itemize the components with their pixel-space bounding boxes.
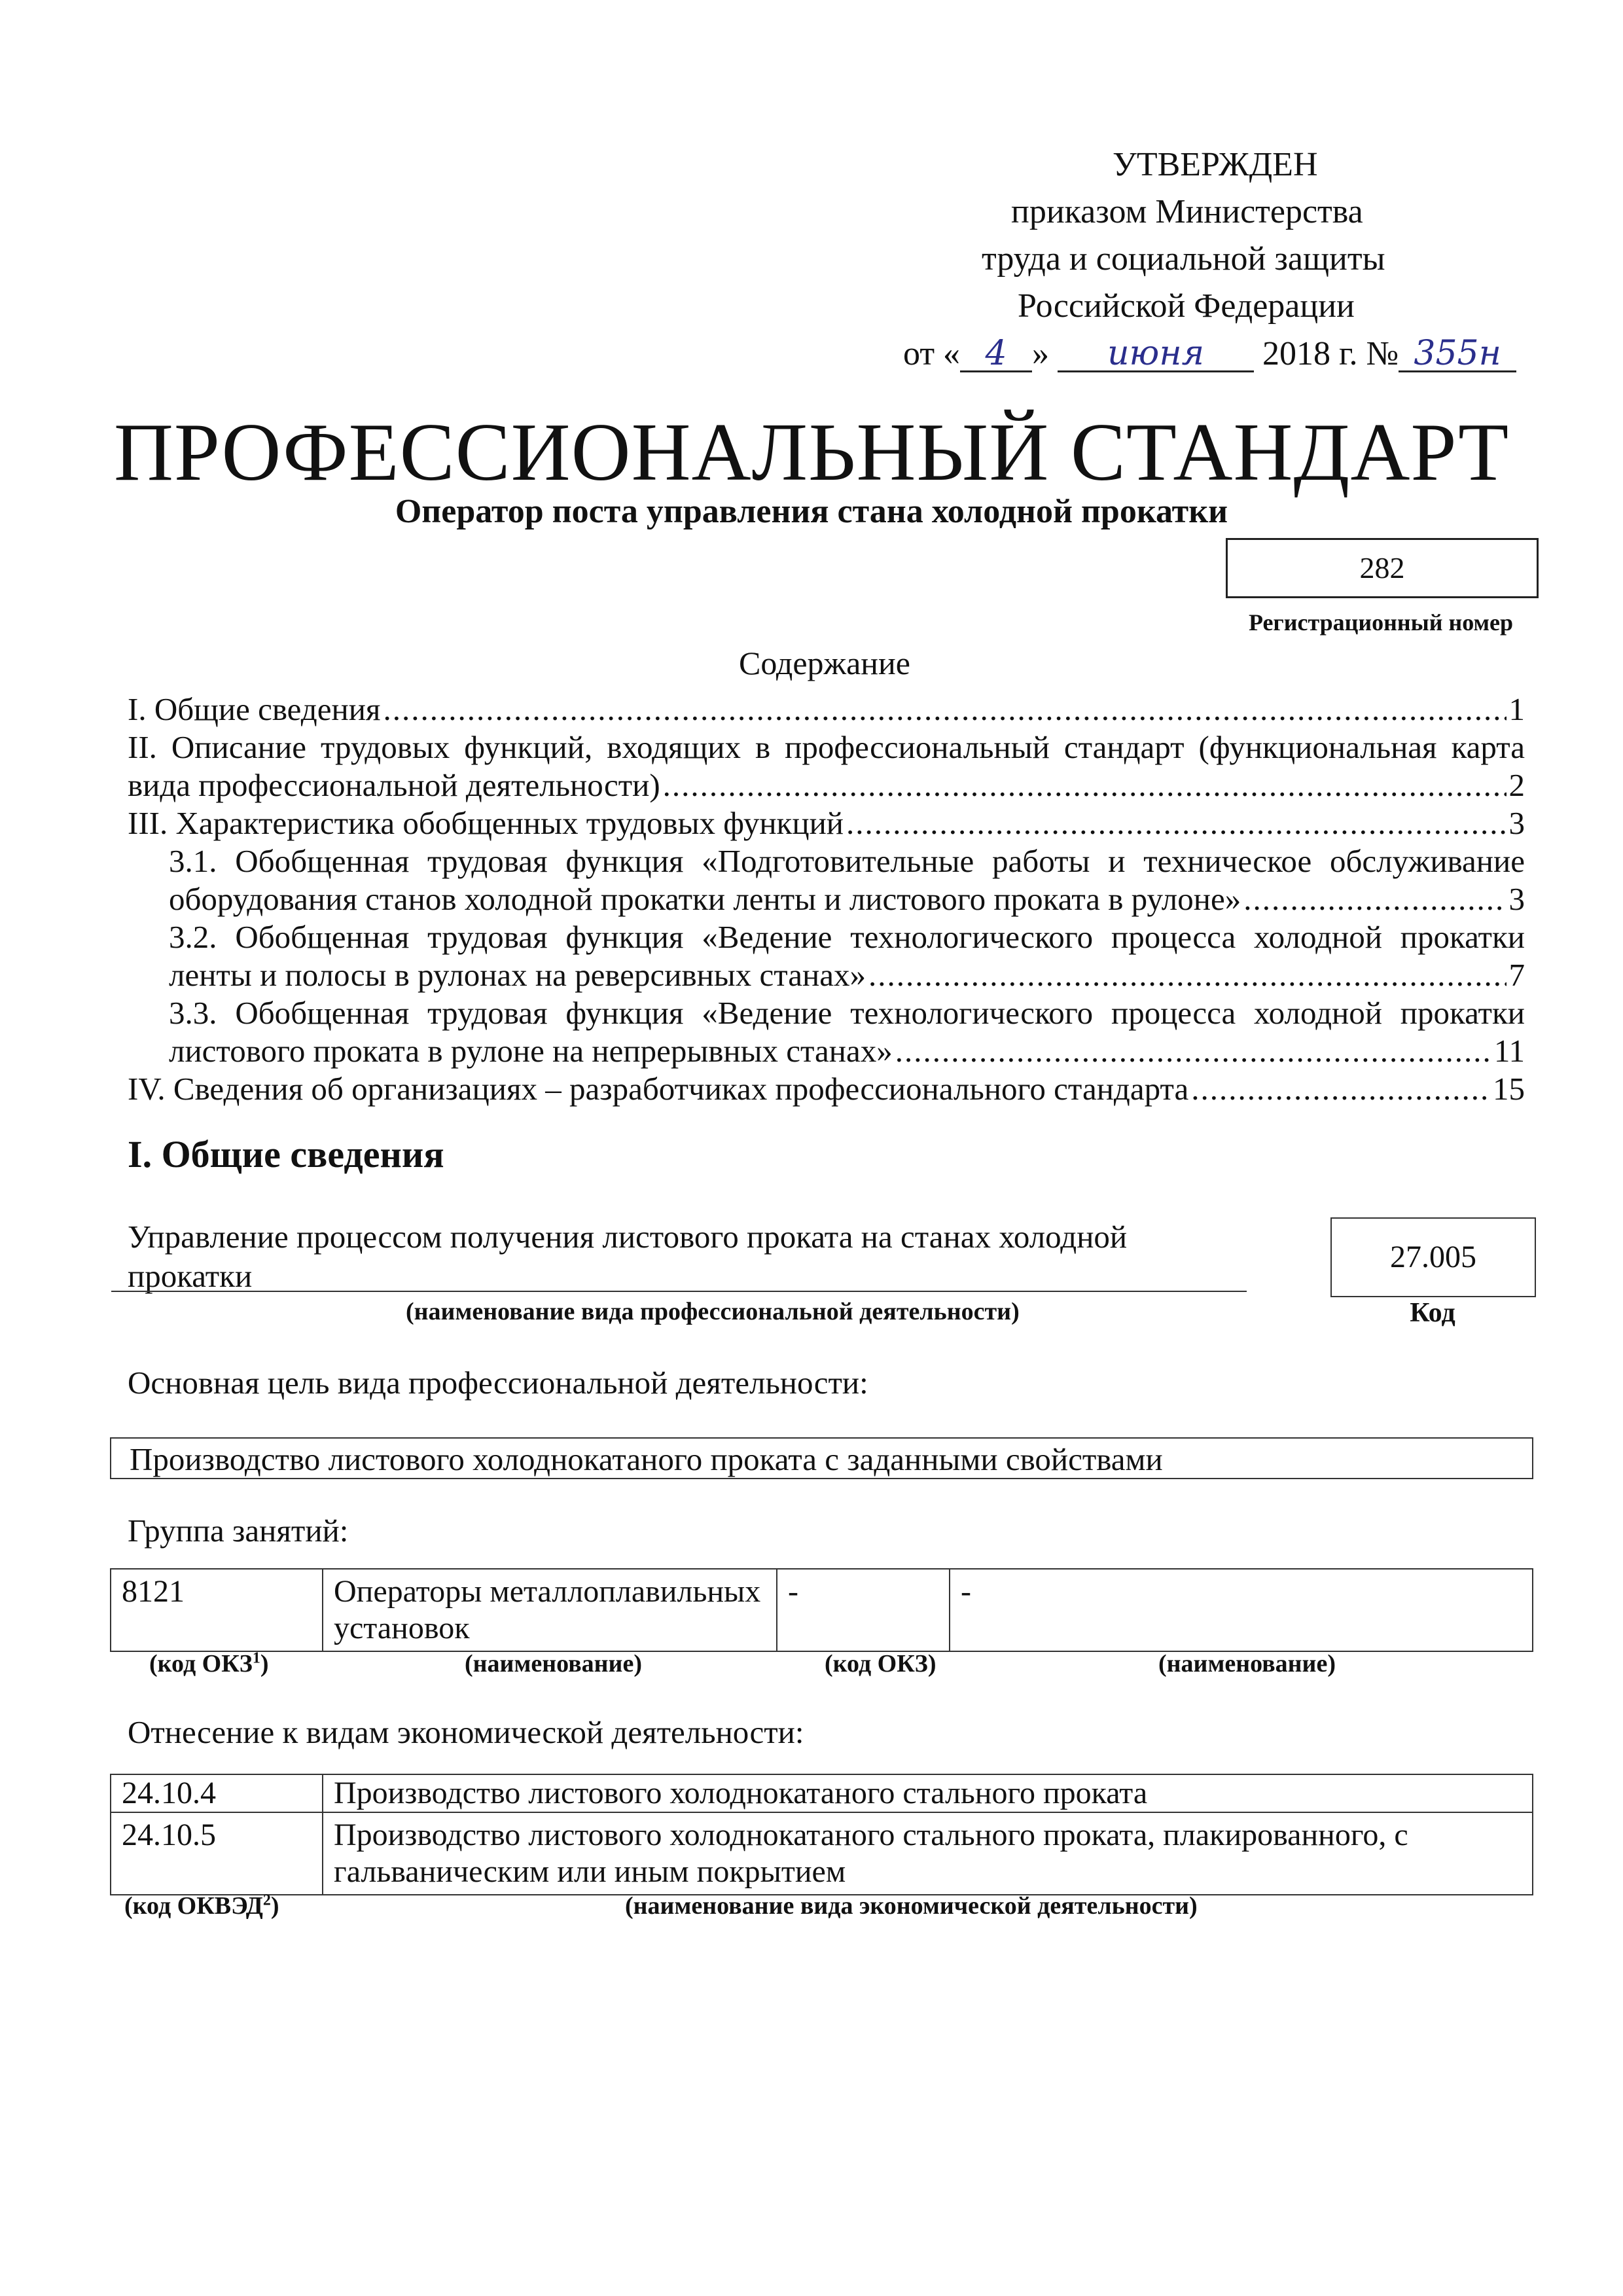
activity-code-label: Код <box>1410 1298 1455 1328</box>
group-name2-caption: (наименование) <box>1158 1650 1336 1677</box>
date-prefix: от « <box>903 335 961 372</box>
document-title: ПРОФЕССИОНАЛЬНЫЙ СТАНДАРТ <box>113 407 1510 498</box>
toc-item-page: 3 <box>1508 805 1525 841</box>
activity-kind-name: Управление процессом получения листового проката на станах холодной прокатки <box>128 1219 1128 1294</box>
order-number-field <box>1399 331 1516 376</box>
toc-dots <box>1243 880 1506 919</box>
toc-dots <box>868 956 1507 995</box>
group-label: Группа занятий: <box>128 1513 349 1549</box>
toc-item[interactable] <box>128 690 1525 729</box>
activity-name-caption: (наименование вида экономической деятельности) <box>625 1892 1198 1920</box>
okved-code-caption-close: ) <box>270 1892 279 1920</box>
toc-item[interactable] <box>128 766 1525 805</box>
date-day-field <box>960 331 1032 376</box>
section-heading: I. Общие сведения <box>128 1133 444 1175</box>
toc-dots <box>846 804 1506 843</box>
toc-item-text-line1[interactable]: 3.3. Обобщенная трудовая функция «Ведение технологического процесса холодной прокатки <box>169 995 1525 1031</box>
toc-item[interactable] <box>169 1031 1525 1071</box>
approval-date-line <box>903 331 1516 376</box>
toc-dots <box>895 1031 1491 1071</box>
okz-code-caption-close: ) <box>260 1650 269 1677</box>
toc-item-page: 1 <box>1508 691 1525 727</box>
goal-value-box: Производство листового холоднокатаного проката с заданными свойствами <box>110 1437 1533 1479</box>
toc-item-page: 15 <box>1493 1071 1525 1107</box>
activity-kind-underline <box>111 1291 1247 1292</box>
toc-item-page: 7 <box>1508 957 1525 993</box>
toc-item[interactable] <box>169 956 1525 995</box>
toc-item-page: 2 <box>1508 767 1525 803</box>
toc-item-text-line1[interactable]: 3.1. Обобщенная трудовая функция «Подготовительные работы и техническое обслуживание <box>169 843 1525 879</box>
date-month-field <box>1058 331 1254 376</box>
date-month: июня <box>1107 334 1205 373</box>
order-number: 355н <box>1414 334 1501 373</box>
footnote-2-mark: 2 <box>262 1892 271 1909</box>
registration-number-label: Регистрационный номер <box>1248 609 1514 636</box>
date-day-underline <box>960 370 1032 372</box>
group-code2-cell: - <box>777 1569 950 1651</box>
economic-activity-table <box>110 1774 1533 1895</box>
group-name2-cell: - <box>950 1569 1533 1651</box>
toc-dots <box>1191 1069 1490 1109</box>
toc-dots <box>383 690 1506 729</box>
activity-kind-caption: (наименование вида профессиональной деятельности) <box>406 1298 1020 1325</box>
okved-code-caption <box>124 1892 279 1920</box>
table-row <box>111 1812 1533 1895</box>
activity-code-box: 27.005 <box>1330 1217 1536 1297</box>
okz-code2-caption: (код ОКЗ) <box>825 1650 936 1677</box>
date-quote-close: » <box>1032 335 1050 372</box>
table-row <box>111 1774 1533 1812</box>
document-subtitle: Оператор поста управления стана холодной прокатки <box>395 493 1228 530</box>
group-name-cell: Операторы металлоплавильных установок <box>323 1569 777 1651</box>
activity-name-cell: Производство листового холоднокатаного стального проката, плакированного, с гальваническим или иным покрытием <box>323 1812 1533 1895</box>
date-month-underline <box>1058 370 1254 372</box>
okz-code-caption-text: (код ОКЗ <box>149 1650 253 1677</box>
toc-item-text-line2: ленты и полосы в рулонах на реверсивных станах» <box>169 957 866 993</box>
toc-item[interactable] <box>128 804 1525 843</box>
date-day: 4 <box>985 334 1007 373</box>
toc-item[interactable] <box>169 880 1525 919</box>
activity-code-cell: 24.10.5 <box>111 1812 323 1895</box>
registration-number-box: 282 <box>1226 538 1539 598</box>
toc-item-text: I. Общие сведения <box>128 691 381 727</box>
toc-item-text: III. Характеристика обобщенных трудовых функций <box>128 805 844 841</box>
order-number-underline <box>1399 370 1516 372</box>
table-row <box>111 1569 1533 1651</box>
approval-title: УТВЕРЖДЕН <box>1113 146 1318 183</box>
group-name-caption: (наименование) <box>465 1650 642 1677</box>
toc-item-text-line1[interactable]: II. Описание трудовых функций, входящих в профессиональный стандарт (функциональная карта <box>128 729 1525 765</box>
toc-item-text-line2: листового проката в рулоне на непрерывных станах» <box>169 1033 893 1069</box>
activity-name-cell: Производство листового холоднокатаного стального проката <box>323 1774 1533 1812</box>
toc-dots <box>663 766 1507 805</box>
footnote-1-mark: 1 <box>252 1649 260 1667</box>
toc-item-text-line2: оборудования станов холодной прокатки ленты и листового проката в рулоне» <box>169 881 1241 917</box>
approval-federation-line: Российской Федерации <box>1018 287 1355 325</box>
approval-ministry-line-2: труда и социальной защиты <box>982 240 1385 278</box>
approval-ministry-line: приказом Министерства <box>1011 193 1363 230</box>
date-year: 2018 г. № <box>1262 335 1399 372</box>
toc-item-text-line1[interactable]: 3.2. Обобщенная трудовая функция «Ведение технологического процесса холодной прокатки <box>169 919 1525 955</box>
toc-item-text: IV. Сведения об организациях – разработчиках профессионального стандарта <box>128 1071 1189 1107</box>
toc-item[interactable] <box>128 1069 1525 1109</box>
toc-item-page: 11 <box>1493 1033 1525 1069</box>
occupation-group-table <box>110 1568 1533 1652</box>
goal-label: Основная цель вида профессиональной деятельности: <box>128 1365 868 1401</box>
group-code-cell: 8121 <box>111 1569 323 1651</box>
toc-item-page: 3 <box>1508 881 1525 917</box>
okz-code-caption <box>149 1649 269 1678</box>
activity-code-cell: 24.10.4 <box>111 1774 323 1812</box>
activity-label: Отнесение к видам экономической деятельности: <box>128 1714 804 1750</box>
toc-item-text-line2: вида профессиональной деятельности) <box>128 767 660 803</box>
toc-heading: Содержание <box>739 645 910 681</box>
okved-code-caption-text: (код ОКВЭД <box>124 1892 263 1920</box>
